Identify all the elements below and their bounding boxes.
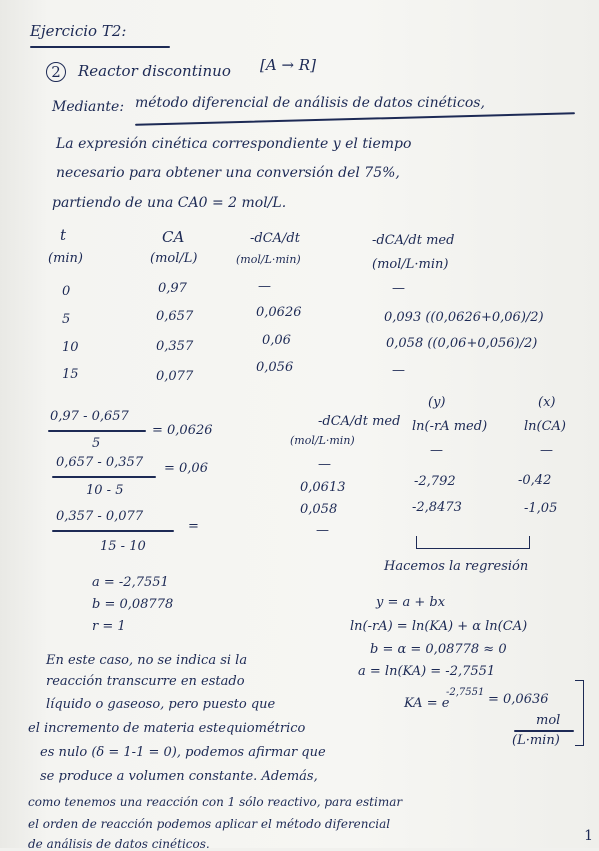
reg-r0-b: — — [430, 443, 443, 458]
ka-bracket — [575, 680, 584, 746]
row3-rate: 0,056 — [256, 360, 294, 375]
problem-title: Reactor discontinuo — [78, 62, 231, 80]
title-underline — [30, 46, 170, 48]
page-number: 1 — [584, 828, 593, 844]
eq-log: ln(-rA) = ln(KA) + α ln(CA) — [350, 619, 528, 634]
exercise-title: Ejercicio T2: — [30, 22, 127, 40]
reg-x-label: (x) — [538, 395, 556, 410]
row0-ca: 0,97 — [158, 281, 187, 296]
reg-r3-a: — — [316, 523, 329, 538]
calc3-num: 0,357 - 0,077 — [56, 509, 144, 524]
row0-rate: — — [258, 279, 271, 294]
row2-t: 10 — [62, 340, 79, 355]
method-prefix: Mediante: — [52, 99, 125, 115]
para-line-8: el orden de reacción podemos aplicar el método diferencial — [28, 817, 391, 831]
para-line-4: el incremento de materia estequiométrico — [28, 721, 306, 736]
row2-ca: 0,357 — [156, 339, 194, 354]
calc2-line — [52, 476, 156, 478]
row3-med: — — [392, 363, 405, 378]
row1-ca: 0,657 — [156, 309, 194, 324]
calc1-line — [48, 430, 146, 432]
para-line-9: de análisis de datos cinéticos. — [28, 837, 210, 851]
problem-number: 2 — [46, 62, 66, 82]
header-t: t — [60, 226, 67, 244]
statement-line-1: La expresión cinética correspondiente y el tiempo — [56, 136, 412, 152]
row1-t: 5 — [62, 312, 71, 327]
para-line-2: reacción transcurre en estado — [46, 674, 245, 689]
row1-med: 0,093 ((0,0626+0,06)/2) — [384, 310, 544, 325]
ka-value: = 0,0636 — [488, 692, 549, 707]
reg-r2-c: -1,05 — [524, 501, 558, 516]
eq-linear: y = a + bx — [376, 595, 446, 610]
reg-r1-a: 0,0613 — [300, 480, 346, 495]
eq-b: b = α = 0,08778 ≈ 0 — [370, 642, 507, 657]
calc1-num: 0,97 - 0,657 — [50, 409, 129, 424]
reg-r2-b: -2,8473 — [412, 500, 462, 515]
ka-unit-num: mol — [536, 713, 561, 728]
reg-r1-b: -2,792 — [414, 474, 456, 489]
reaction: [A → R] — [260, 56, 316, 74]
header-rate-unit: (mol/L·min) — [236, 253, 301, 266]
header-med-unit: (mol/L·min) — [372, 257, 449, 272]
row0-t: 0 — [62, 284, 71, 299]
ka-unit-line — [514, 730, 574, 732]
ka-exponent: -2,7551 — [446, 687, 485, 698]
result-a: a = -2,7551 — [92, 575, 169, 590]
regression-caption: Hacemos la regresión — [384, 559, 529, 574]
method-name: método diferencial de análisis de datos cinéticos, — [135, 95, 485, 111]
para-line-7: como tenemos una reacción con 1 sólo reactivo, para estimar — [28, 795, 403, 809]
header-med: -dCA/dt med — [372, 233, 455, 248]
header-ca-unit: (mol/L) — [150, 251, 198, 266]
para-line-6: se produce a volumen constante. Además, — [40, 769, 318, 784]
calc1-result: = 0,0626 — [152, 423, 213, 438]
row2-med: 0,058 ((0,06+0,056)/2) — [386, 336, 538, 351]
calc1-den: 5 — [92, 436, 101, 451]
reg-r0-c: — — [540, 443, 553, 458]
result-r: r = 1 — [92, 619, 126, 634]
row1-rate: 0,0626 — [256, 305, 302, 320]
calc3-result: = — [188, 519, 199, 534]
statement-line-3: partiendo de una CA0 = 2 mol/L. — [52, 195, 287, 211]
calc3-line — [52, 530, 174, 532]
para-line-5: es nulo (δ = 1-1 = 0), podemos afirmar que — [40, 745, 326, 760]
reg-col3: ln(CA) — [524, 419, 567, 434]
header-ca: CA — [162, 228, 185, 246]
reg-col1: -dCA/dt med — [318, 414, 401, 429]
header-rate: -dCA/dt — [250, 231, 300, 246]
calc2-num: 0,657 - 0,357 — [56, 455, 144, 470]
eq-a: a = ln(KA) = -2,7551 — [358, 664, 496, 679]
reg-r2-a: 0,058 — [300, 502, 338, 517]
calc2-result: = 0,06 — [164, 461, 208, 476]
row3-t: 15 — [62, 367, 79, 382]
row2-rate: 0,06 — [262, 333, 291, 348]
header-t-unit: (min) — [48, 251, 84, 266]
ka-prefix: KA = e — [404, 696, 450, 711]
ka-unit-den: (L·min) — [512, 733, 560, 748]
reg-r0-a: — — [318, 457, 331, 472]
para-line-3: líquido o gaseoso, pero puesto que — [46, 697, 276, 712]
reg-col2: ln(-rA med) — [412, 419, 488, 434]
calc2-den: 10 - 5 — [86, 483, 124, 498]
para-line-1: En este caso, no se indica si la — [46, 653, 248, 668]
reg-y-label: (y) — [428, 395, 446, 410]
result-b: b = 0,08778 — [92, 597, 174, 612]
calc3-den: 15 - 10 — [100, 539, 146, 554]
row3-ca: 0,077 — [156, 369, 194, 384]
statement-line-2: necesario para obtener una conversión del 75%, — [56, 165, 400, 181]
reg-col1-unit: (mol/L·min) — [290, 434, 355, 447]
regression-bracket — [416, 536, 530, 549]
row0-med: — — [392, 281, 405, 296]
reg-r1-c: -0,42 — [518, 473, 552, 488]
